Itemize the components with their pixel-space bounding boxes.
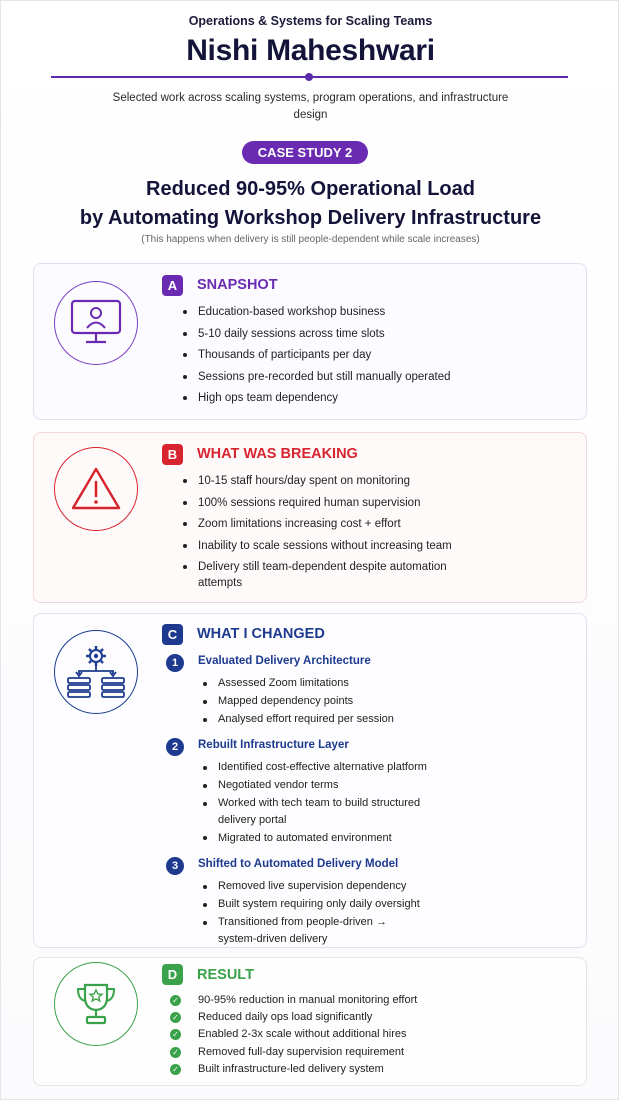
result-item-text: Built infrastructure-led delivery system [198, 1062, 384, 1075]
result-title: RESULT [197, 967, 254, 983]
list-item: High ops team dependency [182, 390, 552, 406]
list-item [170, 1010, 530, 1025]
list-item: Analysed effort required per session [202, 711, 532, 728]
breaking-badge: B [162, 444, 183, 465]
step-number: 2 [166, 738, 184, 756]
changed-badge: C [162, 624, 183, 645]
result-card [33, 957, 587, 1086]
step-list [202, 878, 532, 949]
gear-servers-icon [54, 630, 138, 714]
case-study-pill: CASE STUDY 2 [242, 141, 368, 164]
list-item: Transitioned from people-driven → system-driven delivery [202, 914, 412, 947]
list-item: 100% sessions required human supervision [182, 495, 552, 511]
result-item-text: Reduced daily ops load significantly [198, 1011, 373, 1024]
check-icon: ✓ [170, 1047, 181, 1058]
list-item: Delivery still team-dependent despite automation attempts [182, 559, 462, 591]
header-kicker: Operations & Systems for Scaling Teams [188, 14, 433, 28]
list-item: Mapped dependency points [202, 693, 532, 710]
result-badge: D [162, 964, 183, 985]
list-item: Worked with tech team to build structured delivery portal [202, 795, 442, 828]
case-study-title-line-2: by Automating Workshop Delivery Infrastructure [79, 207, 542, 229]
list-item [170, 993, 530, 1008]
monitor-user-icon [54, 281, 138, 365]
breaking-card [33, 432, 587, 603]
result-item-text: Removed full-day supervision requirement [198, 1045, 405, 1058]
list-item: Thousands of participants per day [182, 347, 552, 363]
step-title: Rebuilt Infrastructure Layer [198, 739, 349, 751]
snapshot-list [182, 304, 552, 412]
snapshot-badge: A [162, 275, 183, 296]
list-item [170, 1027, 530, 1042]
list-item: Migrated to automated environment [202, 830, 532, 847]
result-item-text: Enabled 2-3x scale without additional hires [198, 1028, 407, 1041]
step-title: Evaluated Delivery Architecture [198, 655, 371, 667]
case-study-title-line-1: Reduced 90-95% Operational Load [146, 178, 475, 200]
trophy-icon [54, 962, 138, 1046]
list-item [170, 1045, 530, 1060]
header-subtitle: Selected work across scaling systems, program operations, and infrastructure design [112, 92, 509, 121]
check-icon: ✓ [170, 1029, 181, 1040]
list-item [170, 1062, 530, 1077]
check-icon: ✓ [170, 1064, 181, 1075]
list-item: Assessed Zoom limitations [202, 675, 532, 692]
step-number: 1 [166, 654, 184, 672]
list-item: Zoom limitations increasing cost + effort [182, 516, 552, 532]
result-list [170, 993, 530, 1079]
list-item: Identified cost-effective alternative platform [202, 759, 532, 776]
warning-triangle-icon [54, 447, 138, 531]
step-list [202, 759, 532, 848]
check-icon: ✓ [170, 1012, 181, 1023]
check-icon: ✓ [170, 995, 181, 1006]
list-item: Removed live supervision dependency [202, 878, 532, 895]
list-item: 10-15 staff hours/day spent on monitoring [182, 473, 552, 489]
list-item: 5-10 daily sessions across time slots [182, 326, 552, 342]
list-item: Sessions pre-recorded but still manually operated [182, 369, 552, 385]
changed-card [33, 613, 587, 948]
list-item: Negotiated vendor terms [202, 777, 532, 794]
snapshot-card [33, 263, 587, 420]
list-item: Inability to scale sessions without increasing team [182, 538, 552, 554]
author-name: Nishi Maheshwari [186, 34, 435, 67]
list-item: Education-based workshop business [182, 304, 552, 320]
result-item-text: 90-95% reduction in manual monitoring effort [198, 994, 418, 1006]
list-item: Built system requiring only daily oversight [202, 896, 532, 913]
header-divider-dot [305, 73, 313, 81]
step-number: 3 [166, 857, 184, 875]
snapshot-title: SNAPSHOT [197, 277, 278, 293]
step-list [202, 675, 532, 729]
case-study-note: (This happens when delivery is still people-dependent while scale increases) [141, 234, 480, 245]
step-title: Shifted to Automated Delivery Model [198, 858, 399, 870]
breaking-list [182, 473, 552, 597]
changed-title: WHAT I CHANGED [197, 626, 325, 642]
breaking-title: WHAT WAS BREAKING [197, 446, 358, 462]
case-study-title [41, 175, 580, 233]
